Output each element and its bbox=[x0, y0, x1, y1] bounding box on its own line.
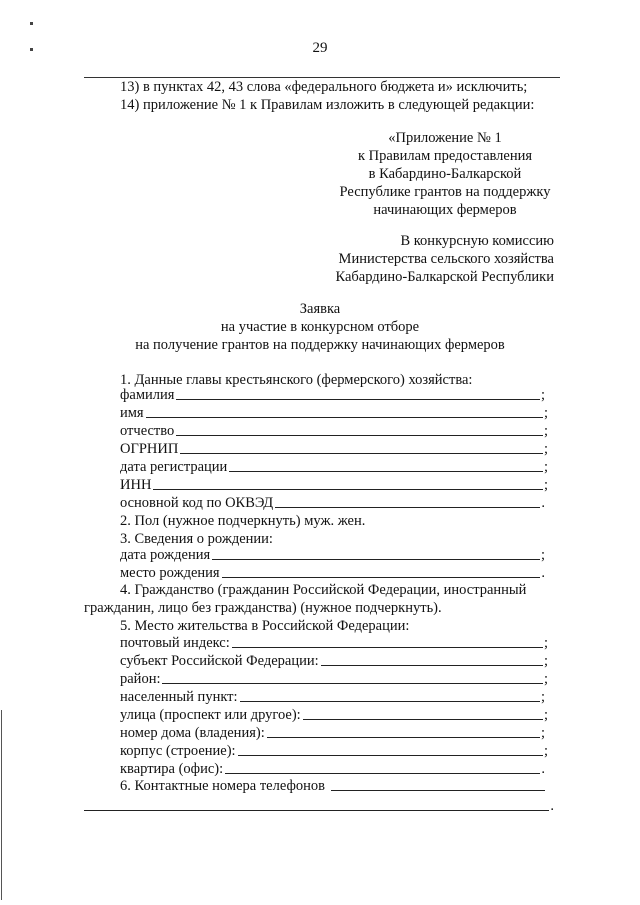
scan-mark bbox=[30, 48, 33, 51]
section-3-heading: 3. Сведения о рождении: bbox=[120, 531, 273, 547]
field-label: номер дома (владения): bbox=[120, 724, 265, 741]
appendix-line: «Приложение № 1 bbox=[388, 130, 502, 146]
patronymic-field[interactable]: отчество ; bbox=[120, 422, 548, 439]
field-label: отчество bbox=[120, 422, 175, 439]
field-label: почтовый индекс: bbox=[120, 634, 230, 651]
input-line[interactable] bbox=[225, 759, 540, 774]
house-number-field[interactable]: номер дома (владения): ; bbox=[120, 724, 545, 741]
form-subtitle: на участие в конкурсном отборе bbox=[220, 319, 420, 335]
inn-field[interactable]: ИНН ; bbox=[120, 476, 548, 493]
field-label: корпус (строение): bbox=[120, 742, 236, 759]
page-number: 29 bbox=[312, 40, 328, 56]
street-field[interactable]: улица (проспект или другое): ; bbox=[120, 706, 548, 723]
field-label: улица (проспект или другое): bbox=[120, 706, 301, 723]
appendix-line: в Кабардино-Балкарской bbox=[368, 166, 522, 182]
field-label: дата регистрации bbox=[120, 458, 228, 475]
form-subtitle: на получение грантов на поддержку начинающих фермеров bbox=[135, 337, 505, 353]
input-line[interactable] bbox=[238, 741, 543, 756]
first-name-field[interactable]: имя ; bbox=[120, 404, 548, 421]
section-4-citizenship-cont: гражданин, лицо без гражданства) (нужное подчеркнуть). bbox=[84, 600, 442, 616]
input-line[interactable] bbox=[331, 776, 545, 791]
phone-numbers-field[interactable] bbox=[120, 775, 545, 793]
scan-edge-line bbox=[1, 710, 2, 900]
input-line[interactable] bbox=[232, 633, 543, 648]
input-line[interactable] bbox=[222, 563, 541, 578]
input-line[interactable] bbox=[240, 687, 540, 702]
birth-date-field[interactable]: дата рождения ; bbox=[120, 546, 545, 563]
registration-date-field[interactable]: дата регистрации ; bbox=[120, 458, 548, 475]
input-line[interactable] bbox=[162, 669, 542, 684]
addressee-line: Кабардино-Балкарской Республики bbox=[335, 269, 554, 285]
header-divider bbox=[84, 77, 560, 78]
input-line[interactable] bbox=[303, 705, 543, 720]
field-label: ИНН bbox=[120, 476, 152, 493]
ogrnip-field[interactable]: ОГРНИП ; bbox=[120, 440, 548, 457]
field-label: район: bbox=[120, 670, 161, 687]
amendment-13: 13) в пунктах 42, 43 слова «федерального бюджета и» исключить; bbox=[120, 79, 528, 95]
field-label: дата рождения bbox=[120, 546, 211, 563]
region-field[interactable]: субъект Российской Федерации: ; bbox=[120, 652, 548, 669]
field-label: субъект Российской Федерации: bbox=[120, 652, 319, 669]
birth-place-field[interactable]: место рождения . bbox=[120, 564, 545, 581]
field-label: имя bbox=[120, 404, 144, 421]
input-line[interactable] bbox=[275, 493, 540, 508]
appendix-line: к Правилам предоставления bbox=[357, 148, 533, 164]
appendix-line: Республике грантов на поддержку bbox=[339, 184, 551, 200]
field-label: населенный пункт: bbox=[120, 688, 238, 705]
input-line[interactable] bbox=[180, 439, 543, 454]
phone-numbers-continuation[interactable]: . bbox=[84, 795, 554, 813]
section-5-heading: 5. Место жительства в Российской Федерации: bbox=[120, 618, 410, 634]
field-label: фамилия bbox=[120, 386, 175, 403]
apartment-field[interactable]: квартира (офис): . bbox=[120, 760, 545, 777]
locality-field[interactable]: населенный пункт: ; bbox=[120, 688, 545, 705]
building-field[interactable]: корпус (строение): ; bbox=[120, 742, 548, 759]
input-line[interactable] bbox=[229, 457, 543, 472]
field-label: квартира (офис): bbox=[120, 760, 224, 777]
input-line[interactable] bbox=[153, 475, 543, 490]
scan-mark bbox=[30, 22, 33, 25]
okved-field[interactable]: основной код по ОКВЭД . bbox=[120, 494, 545, 511]
input-line[interactable] bbox=[176, 385, 540, 400]
appendix-line: начинающих фермеров bbox=[373, 202, 517, 218]
addressee-line: Министерства сельского хозяйства bbox=[338, 251, 554, 267]
input-line[interactable] bbox=[267, 723, 540, 738]
section-1-heading: 1. Данные главы крестьянского (фермерского) хозяйства: bbox=[120, 372, 473, 388]
input-line[interactable] bbox=[84, 796, 549, 811]
postal-code-field[interactable]: почтовый индекс: ; bbox=[120, 634, 548, 651]
input-line[interactable] bbox=[321, 651, 543, 666]
surname-field[interactable]: фамилия ; bbox=[120, 386, 545, 403]
input-line[interactable] bbox=[176, 421, 543, 436]
district-field[interactable]: район: ; bbox=[120, 670, 548, 687]
input-line[interactable] bbox=[146, 403, 543, 418]
field-label: 6. Контактные номера телефонов bbox=[120, 777, 325, 794]
field-label: место рождения bbox=[120, 564, 220, 581]
section-2-gender: 2. Пол (нужное подчеркнуть) муж. жен. bbox=[120, 513, 366, 529]
addressee-line: В конкурсную комиссию bbox=[400, 233, 554, 249]
field-label: ОГРНИП bbox=[120, 440, 179, 457]
field-label: основной код по ОКВЭД bbox=[120, 494, 274, 511]
input-line[interactable] bbox=[212, 545, 540, 560]
section-4-citizenship: 4. Гражданство (гражданин Российской Федерации, иностранный bbox=[120, 582, 527, 598]
form-title: Заявка bbox=[299, 301, 341, 317]
amendment-14: 14) приложение № 1 к Правилам изложить в следующей редакции: bbox=[120, 97, 535, 113]
